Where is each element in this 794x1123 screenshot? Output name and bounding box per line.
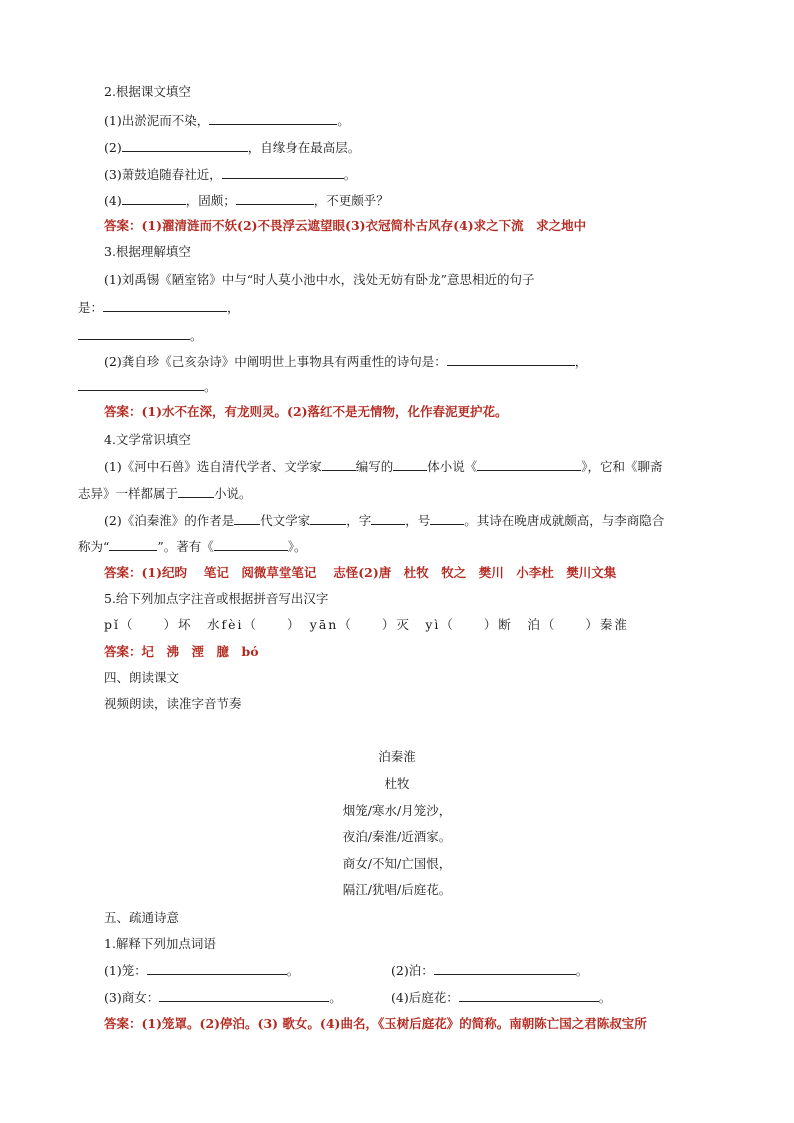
explain-answer: 答案：(1)笼罩。(2)停泊。(3) 歌女。(4)曲名，《玉树后庭花》的简称。南朝陈亡国之君陈叔宝所	[104, 1016, 647, 1031]
poem-line: 烟笼/寒水/月笼沙，	[342, 803, 452, 818]
poem-author: 杜牧	[384, 776, 410, 791]
section-4-title: 4.文学常识填空	[104, 432, 191, 447]
blank[interactable]	[459, 989, 599, 1002]
blank[interactable]	[310, 512, 346, 525]
blank[interactable]	[234, 512, 260, 525]
s3-q1-line1: (1)刘禹锡《陋室铭》中与“时人莫小池中水，浅处无妨有卧龙”意思相近的句子	[104, 272, 535, 287]
s2-q4: (4) ，固颇； ，不更颇乎？	[104, 193, 389, 208]
section-2-title: 2.根据课文填空	[104, 84, 191, 99]
s3-q1-line2: 是： ，	[78, 300, 240, 315]
s4-q2: (2)《泊秦淮》的作者是 代文学家 ，字 ，号 。其诗在晚唐成就颇高，与李商隐合	[104, 513, 665, 528]
blank[interactable]	[103, 299, 227, 312]
s4-q1-line2: 志异》一样都属于 小说。	[78, 486, 252, 501]
s3-q2-line2: 。	[78, 378, 217, 395]
explain-q2: (2)泊： 。	[391, 963, 589, 978]
s3-q1-line3: 。	[78, 327, 203, 344]
section-3-title: 3.根据理解填空	[104, 244, 191, 259]
poem-line: 商女/不知/亡国恨，	[342, 856, 452, 871]
s2-q3: (3)萧鼓追随春社近， 。	[104, 167, 357, 182]
s4-q1: (1)《河中石兽》选自清代学者、文学家 编写的 体小说《 》，它和《聊斋	[104, 459, 663, 474]
blank[interactable]	[222, 166, 344, 179]
section-read-title: 四、朗读课文	[104, 670, 180, 685]
blank[interactable]	[78, 327, 190, 340]
explain-q4: (4)后庭花： 。	[391, 990, 612, 1005]
s2-q2: (2) ，自缘身在最高层。	[104, 140, 361, 155]
poem-line: 隔江/犹唱/后庭花。	[342, 882, 452, 897]
explain-subtitle: 1.解释下列加点词语	[104, 936, 216, 951]
blank[interactable]	[430, 512, 464, 525]
blank[interactable]	[109, 538, 157, 551]
s3-q2: (2)龚自珍《己亥杂诗》中阐明世上事物具有两重性的诗句是： ，	[104, 354, 588, 369]
poem-line: 夜泊/秦淮/近酒家。	[342, 829, 452, 844]
blank[interactable]	[122, 192, 186, 205]
read-instruction: 视频朗读，读准字音节奏	[104, 696, 242, 711]
blank[interactable]	[122, 139, 248, 152]
blank[interactable]	[209, 112, 337, 125]
s3-answer: 答案：(1)水不在深，有龙则灵。(2)落红不是无情物，化作春泥更护花。	[104, 404, 508, 419]
explain-q1: (1)笼： 。	[104, 963, 300, 978]
poem-title: 泊秦淮	[378, 749, 416, 764]
s5-pinyin-line: pǐ（ ）坏 水fèi（ ） yān（ ）灭 yì（ ）断 泊（ ）秦淮	[104, 617, 629, 632]
s2-answer: 答案：(1)濯清涟而不妖(2)不畏浮云遮望眼(3)衣冠简朴古风存(4)求之下流 求之地中	[104, 218, 587, 233]
blank[interactable]	[214, 538, 288, 551]
s5-answer: 答案：圮 沸 湮 臆 bó	[104, 644, 259, 659]
section-5-title: 5.给下列加点字注音或根据拼音写出汉字	[104, 591, 329, 606]
blank[interactable]	[447, 353, 575, 366]
blank[interactable]	[78, 378, 204, 391]
blank[interactable]	[322, 458, 356, 471]
blank[interactable]	[393, 458, 427, 471]
blank[interactable]	[477, 458, 581, 471]
explain-q3: (3)商女： 。	[104, 990, 342, 1005]
blank[interactable]	[434, 962, 576, 975]
s2-q1: (1)出淤泥而不染， 。	[104, 113, 350, 128]
blank[interactable]	[236, 192, 314, 205]
blank[interactable]	[371, 512, 405, 525]
s4-answer: 答案：(1)纪昀 笔记 阅微草堂笔记 志怪(2)唐 杜牧 牧之 樊川 小李杜 樊川文集	[104, 565, 617, 580]
s4-q2-line2: 称为“ ”。著有《 》。	[78, 539, 307, 554]
blank[interactable]	[159, 989, 329, 1002]
blank[interactable]	[178, 485, 214, 498]
blank[interactable]	[147, 962, 287, 975]
section-explain-title: 五、疏通诗意	[104, 910, 180, 925]
